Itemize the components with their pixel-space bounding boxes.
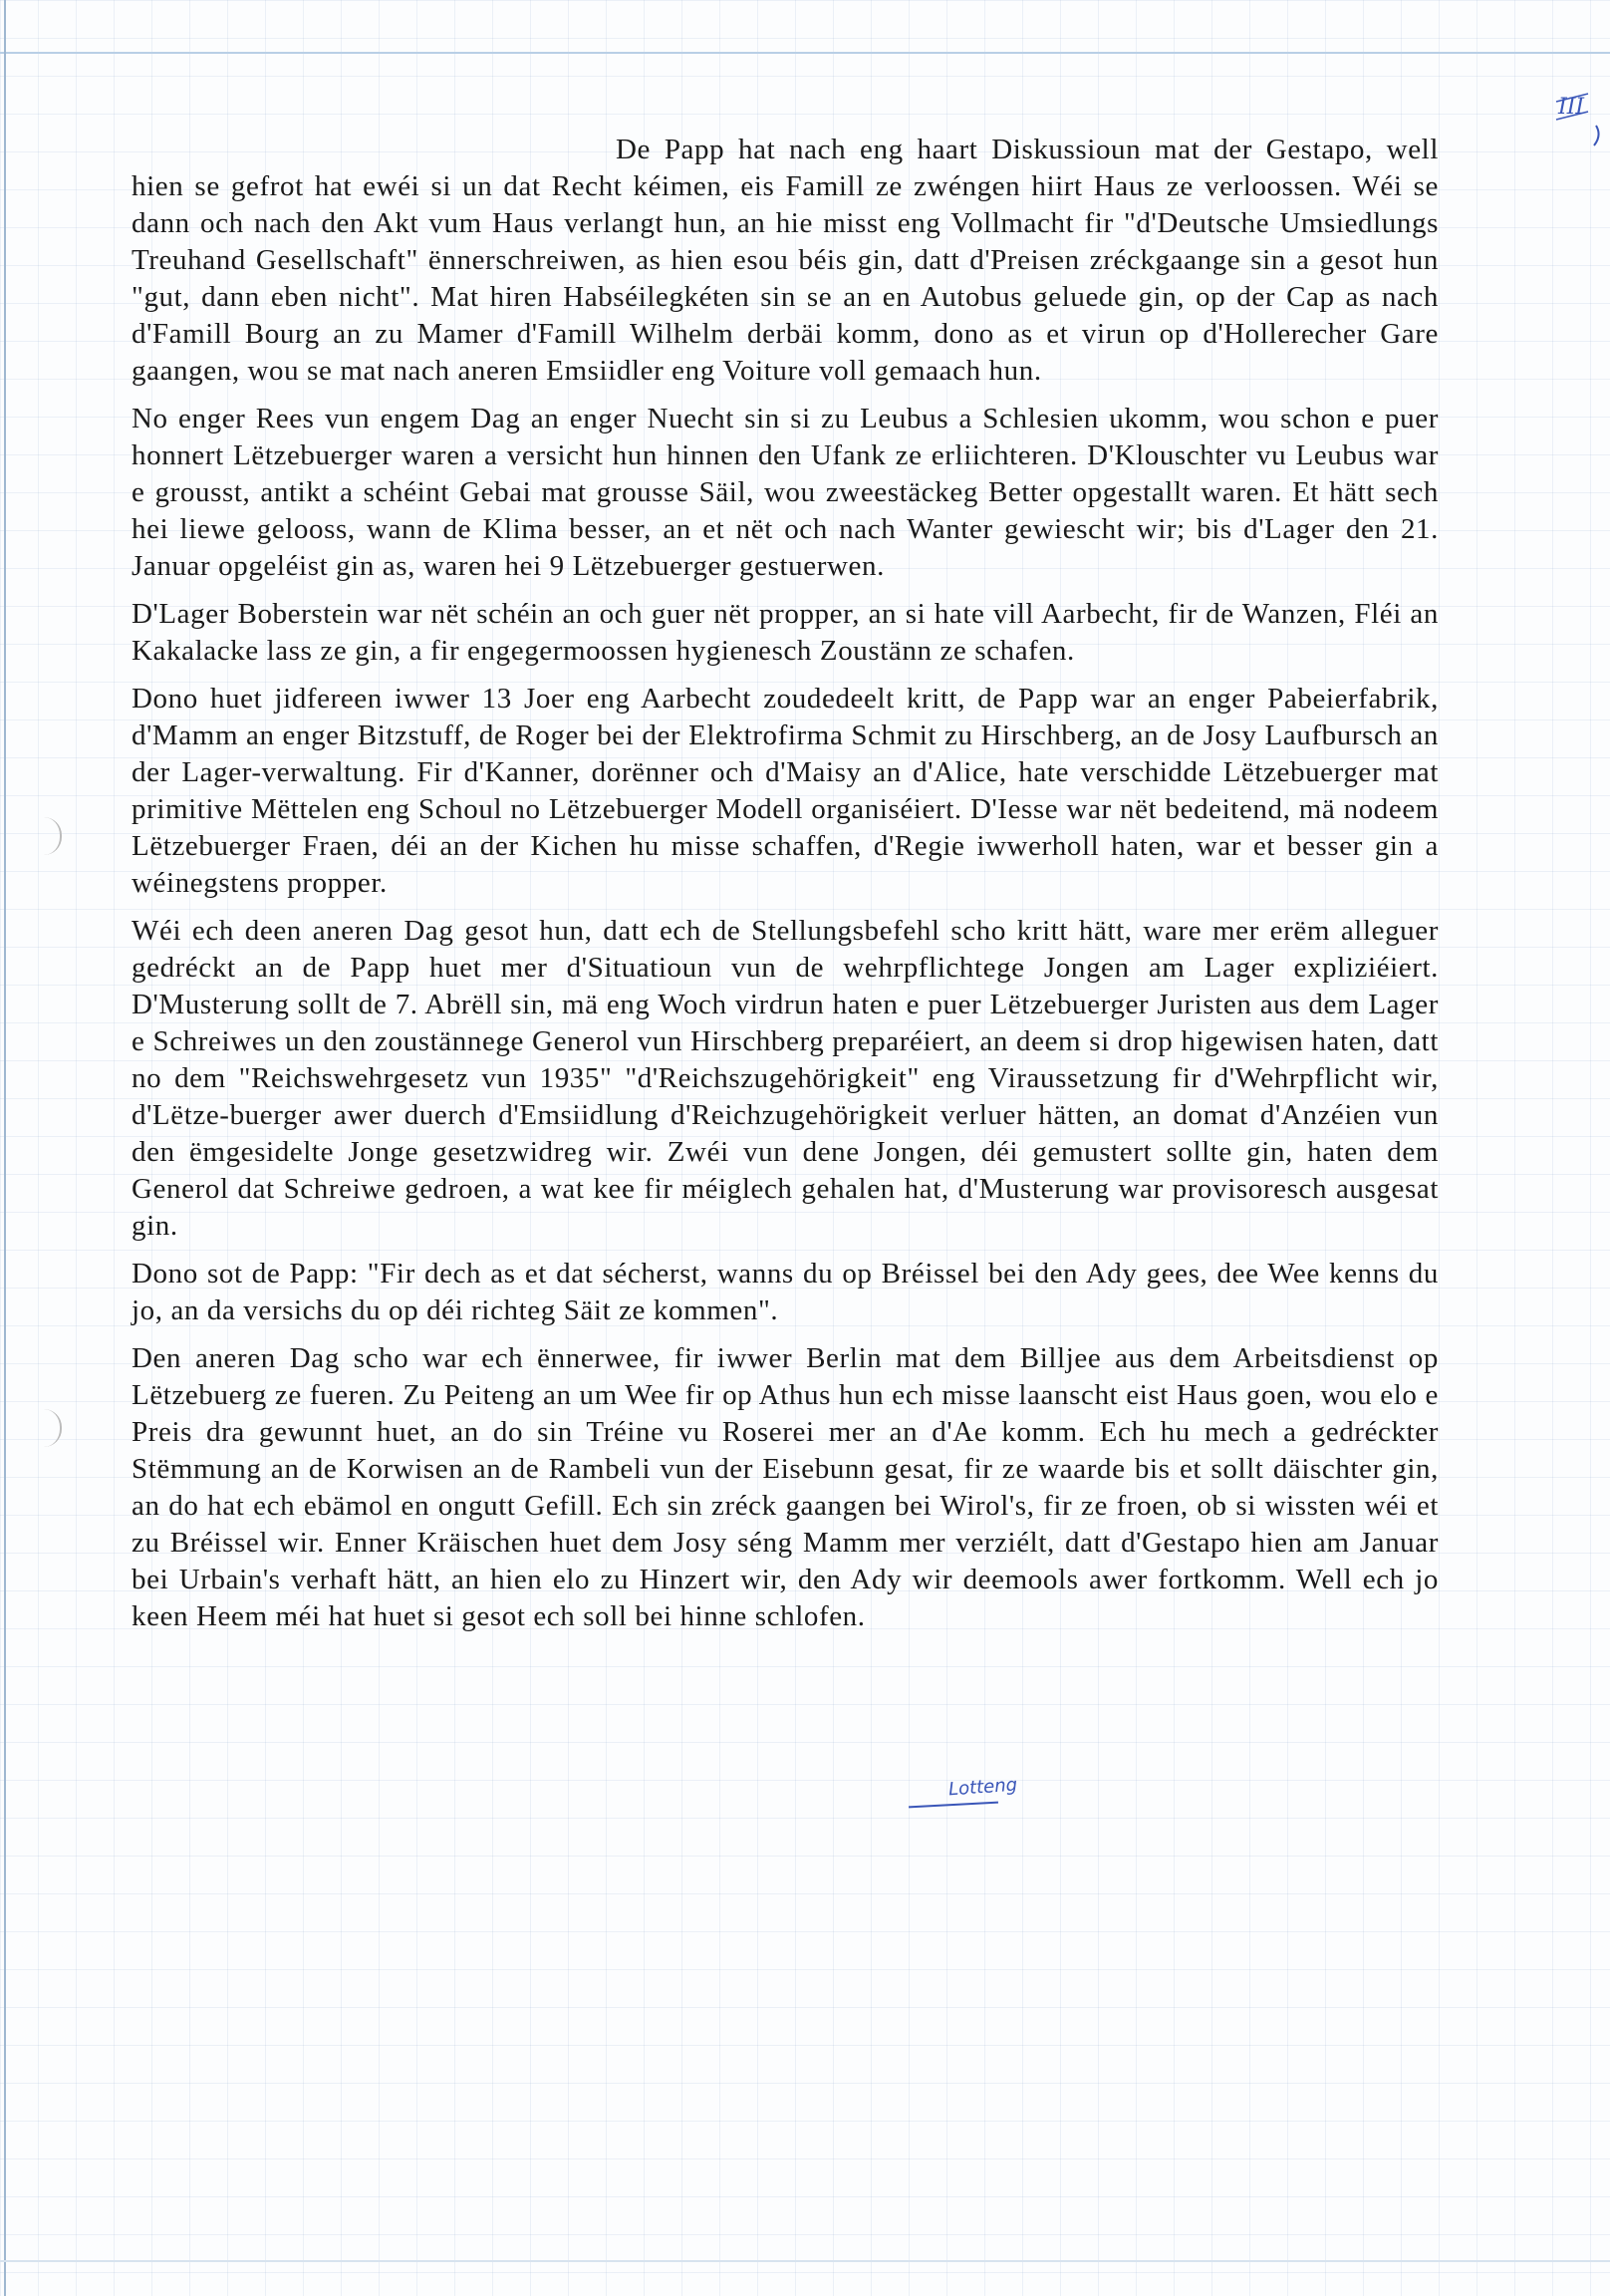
paragraph-1: De Papp hat nach eng haart Diskussioun mat der Gestapo, well hien se gefrot hat ewéi si un dat Recht kéimen, eis Famill ze zwéngen hiirt Haus ze verloossen. Wéi se dann och nach den Akt vum Haus verlangt hun, an hie misst eng Vollmacht fir "d'Deutsche Umsiedlungs Treuhand Gesellschaft" ënnerschreiwen, as hien esou béis gin, datt d'Preisen zréckgaange sin a gesot hun "gut, dann eben nicht". Mat hiren Habséilegkéten sin se an en Autobus geluede gin, op der Cap as nach d'Famill Bourg an zu Mamer d'Famill Wilhelm derbäi komm, dono as et virun op d'Hollerecher Gare gaangen, wou se mat nach aneren Emsiidler eng Voiture voll gemaach hun. [132,134,1439,387]
paragraph-3: D'Lager Boberstein war nët schéin an och guer nët propper, an si hate vill Aarbecht, fir de Wanzen, Fléi an Kakalacke lass ze gin, a fir engegermoossen hygienesch Zoustänn ze schafen. [132,598,1439,667]
page-mark-text: III [1558,95,1585,120]
paragraph-5: Wéi ech deen aneren Dag gesot hun, datt ech de Stellungsbefehl scho kritt hätt, ware mer erëm alleguer gedréckt an de Papp huet mer d'Situatioun vun de wehrpflichtege Jongen am Lager expliziéiert. D'Musterung sollt de 7. Abrëll sin, mä eng Woch virdrun haten e puer Lëtzebuerger Juristen aus dem Lager e Schreiwes un den zoustännege Generol vun Hirschberg preparéiert, an deem si drop higewisen haten, datt no dem "Reichswehrgesetz vun 1935" "d'Reichszugehörigkeit" eng Viraussetzung fir d'Wehrpflicht wir, d'Lëtze-buerger awer duerch d'Emsiidlung d'Reichzugehörigkeit verluer hätten, an domat d'Anzéien vun den ëmgesidelte Jonge gesetzwidreg wir. Zwéi vun dene Jongen, déi gemustert sollte gin, haten dem Generol dat Schreiwe gedroen, a wat kee fir méiglech gehalen hat, d'Musterung war provisoresch ausgesat gin. [132,915,1439,1242]
paragraph-2: No enger Rees vun engem Dag an enger Nuecht sin si zu Leubus a Schlesien ukomm, wou schon e puer honnert Lëtzebuerger waren a versicht hun hinnen den Ufank ze erliichteren. D'Klouschter vu Leubus war e grousst, antikt a schéint Gebai mat grousse Säil, wou zweestäckeg Better opgestallt waren. Et hätt sech hei liewe gelooss, wann de Klima besser, an et nët och nach Wanter gewiescht wir; bis d'Lager den 21. Januar opgeléist gin as, waren hei 9 Lëtzebuerger gestuerwen. [132,403,1439,582]
page-bottom-rule [0,2260,1610,2262]
punch-hole-top [44,817,62,855]
handwritten-correction: Lotteng [947,1774,1018,1801]
handwritten-page-number-mark [1554,82,1604,151]
letter-body [132,132,1439,1646]
page-top-border [0,52,1610,54]
paragraph-6: Dono sot de Papp: "Fir dech as et dat sécherst, wanns du op Bréissel bei den Ady gees, dee Wee kenns du jo, an da versichs du op déi richteg Säit ze kommen". [132,1258,1439,1326]
paragraph-7: Den aneren Dag scho war ech ënnerwee, fir iwwer Berlin mat dem Billjee aus dem Arbeitsdienst op Lëtzebuerg ze fueren. Zu Peiteng an um Wee fir op Athus hun ech misse laanscht eist Haus goen, wou elo e Preis dra gewunnt huet, an do sin Tréine vu Roserei mer an d'Ae komm. Ech hu mech a gedréckter Stëmmung an de Korwisen an de Rambeli vun der Eisebunn gesat, fir ze waarde bis et sollt däischter gin, an do hat ech ebämol en ongutt Gefill. Ech sin zréck gaangen bei Wirol's, fir ze froen, ob si wissten wéi et zu Bréissel wir. Enner Kräischen huet dem Josy séng Mamm mer verziélt, datt d'Gestapo hien am Januar bei Urbain's verhaft hätt, an hien elo zu Hinzert wir, den Ady wir deemools awer fortkomm. Well ech jo keen Heem méi hat huet si gesot ech soll bei hinne schlofen. [132,1342,1439,1632]
paragraph-4: Dono huet jidfereen iwwer 13 Joer eng Aarbecht zoudedeelt kritt, de Papp war an enger Pabeierfabrik, d'Mamm an enger Bitzstuff, de Roger bei der Elektrofirma Schmit zu Hirschberg, an de Josy Laufbursch an der Lager-verwaltung. Fir d'Kanner, dorënner och d'Maisy an d'Alice, hate verschidde Lëtzebuerger mat primitive Mëttelen eng Schoul no Lëtzebuerger Modell organiséiert. D'Iesse war nët bedeitend, mä nodeem Lëtzebuerger Fraen, déi an der Kichen hu misse schaffen, d'Regie iwwerholl haten, war et besser gin a wéinegstens propper. [132,683,1439,899]
strikethrough-mark [909,1802,998,1809]
punch-hole-bottom [44,1409,62,1447]
left-margin-rule [4,0,6,2296]
